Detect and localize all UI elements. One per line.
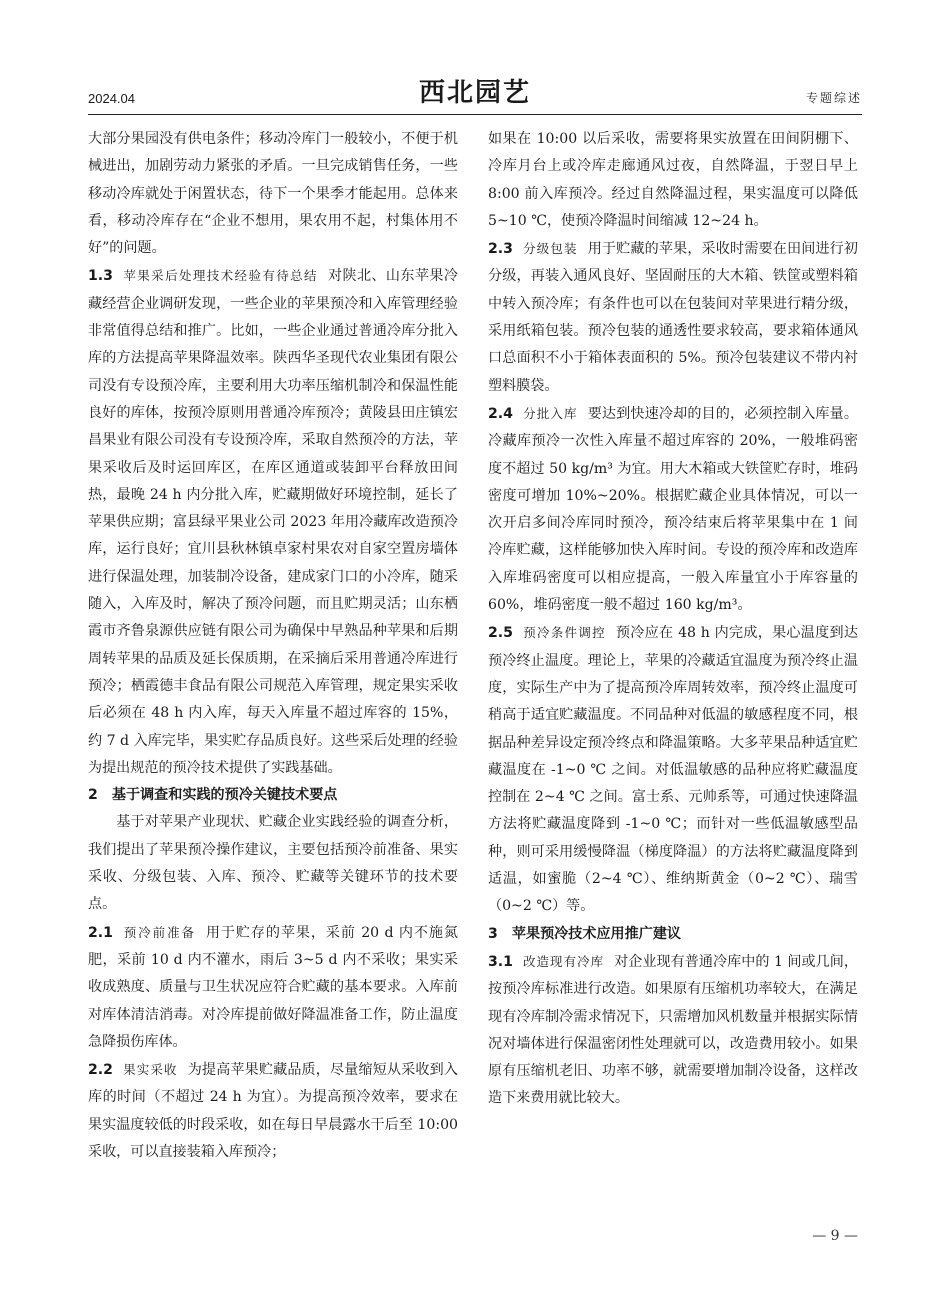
journal-title: 西北园艺 [418, 78, 532, 108]
subsection-number: 2.1 [88, 924, 113, 941]
subsection-3-1 [488, 948, 858, 1113]
paragraph-continued: 如果在 10:00 以后采收，需要将果实放置在田间阴棚下、冷库月台上或冷库走廊通风过夜，自然降温，于翌日早上 8:00 前入库预冷。经过自然降温过程，果实温度可以降低 5~10 ℃，使预冷降温时间缩减 12~24 h。 [488, 131, 858, 229]
page-header [88, 78, 862, 115]
subsection-text: 要达到快速冷却的目的，必须控制入库量。冷藏库预冷一次性入库量不超过库容的 20%，一般堆码密度不超过 50 kg/m³ 为宜。用大木箱或大铁筐贮存时，堆码密度可增加 10%~20%。根据贮藏企业具体情况，可以一次开启多间冷库同时预冷，预冷结束后将苹果集中在 1 间冷库贮藏，这样能够加快入库时间。专设的预冷库和改造库入库堆码密度可以相应提高，一般入库量宜小于库容量的 60%，堆码密度一般不超过 160 kg/m³。 [488, 405, 858, 614]
subsection-title: 分批入库 [522, 405, 578, 421]
page-number: — 9 — [812, 1228, 858, 1244]
left-column [88, 126, 458, 1166]
subsection-number: 2.2 [88, 1062, 113, 1079]
paragraph-continued: 大部分果园没有供电条件；移动冷库门一般较小，不便于机械进出，加剧劳动力紧张的矛盾。一旦完成销售任务，一些移动冷库就处于闲置状态，待下一个果季才能起用。总体来看，移动冷库存在“企业不想用，果农用不起，村集体用不好”的问题。 [88, 131, 458, 257]
subsection-text: 用于贮藏的苹果，采收时需要在田间进行初分级，再装入通风良好、坚固耐压的大木箱、铁筐或塑料箱中转入预冷库；有条件也可以在包装间对苹果进行精分级，采用纸箱包装。预冷包装的通透性要求较高，要求箱体通风口总面积不小于箱体表面积的 5%。预冷包装建议不带内衬塑料膜袋。 [488, 241, 858, 394]
right-column [488, 126, 858, 1113]
subsection-number: 2.3 [488, 241, 513, 258]
subsection-text: 用于贮存的苹果，采前 20 d 内不施氮肥，采前 10 d 内不灌水，雨后 3~5 d 内不采收；果实采收成熟度、质量与卫生状况应符合贮藏的基本要求。入库前对库体清洁消毒。对冷库提前做好降温准备工作，防止温度急降损伤库体。 [88, 924, 458, 1050]
subsection-title: 改造现有冷库 [522, 953, 605, 969]
subsection-title: 预冷前准备 [122, 924, 196, 940]
subsection-title: 苹果采后处理技术经验有待总结 [122, 268, 318, 284]
subsection-2-3 [488, 235, 858, 400]
subsection-text: 对企业现有普通冷库中的 1 间或几间，按预冷库标准进行改造。如果原有压缩机功率较大，在满足现有冷库制冷需求情况下，只需增加风机数量并根据实际情况对墙体进行保温密闭性处理就可以，改造费用较小。如果原有压缩机老旧、功率不够，就需要增加制冷设备，这样改造下来费用就比较大。 [488, 953, 858, 1107]
subsection-number: 1.3 [88, 268, 113, 285]
subsection-text: 为提高苹果贮藏品质，尽量缩短从采收到入库的时间（不超过 24 h 为宜）。为提高预冷效率，要求在果实温度较低的时段采收，如在每日早晨露水干后至 10:00 采收，可以直接装箱入库预冷； [88, 1062, 458, 1160]
subsection-text: 预冷应在 48 h 内完成，果心温度到达预冷终止温度。理论上，苹果的冷藏适宜温度为预冷终止温度，实际生产中为了提高预冷库周转效率，预冷终止温度可稍高于适宜贮藏温度。不同品种对低温的敏感程度不同，根据品种差异设定预冷终点和降温策略。大多苹果品种适宜贮藏温度在 -1~0 ℃ 之间。对低温敏感的品种应将贮藏温度控制在 2~4 ℃ 之间。富士系、元帅系等，可通过快速降温方法将贮藏温度降到 -1~0 ℃；而针对一些低温敏感型品种，则可采用缓慢降温（梯度降温）的方法将贮藏温度降到适温，如蜜脆（2~4 ℃）、维纳斯黄金（0~2 ℃）、瑞雪（0~2 ℃）等。 [488, 625, 858, 915]
subsection-title: 预冷条件调控 [522, 625, 606, 641]
subsection-number: 2.5 [488, 625, 513, 642]
section-3-heading: 3 苹果预冷技术应用推广建议 [488, 925, 682, 942]
subsection-text: 对陕北、山东苹果冷藏经营企业调研发现，一些企业的苹果预冷和入库管理经验非常值得总结和推广。比如，一些企业通过普通冷库分批入库的方法提高苹果降温效率。陕西华圣现代农业集团有限公司没有专设预冷库，主要利用大功率压缩机制冷和保温性能良好的库体，按预冷原则用普通冷库预冷；黄陵县田庄镇宏昌果业有限公司没有专设预冷库，采取自然预冷的方法，苹果采收后及时运回库区，在库区通道或装卸平台释放田间热，最晚 24 h 内分批入库，贮藏期做好环境控制，延长了苹果供应期；富县绿平果业公司 2023 年用冷藏库改造预冷库，运行良好；宜川县秋林镇卓家村果农对自家空置房墙体进行保温处理，加装制冷设备，建成家门口的小冷库，随采随入，入库及时，解决了预冷问题，而且贮期灵活；山东栖霞市齐鲁泉源供应链有限公司为确保中早熟品种苹果和后期周转苹果的品质及延长保质期，在采摘后采用普通冷库进行预冷；栖霞德丰食品有限公司规范入库管理，规定果实采收后必须在 48 h 内入库，每天入库量不超过库容的 15%，约 7 d 入库完毕，果实贮存品质良好。这些采后处理的经验为提出规范的预冷技术提供了实践基础。 [88, 268, 458, 776]
subsection-2-2 [88, 1056, 458, 1166]
subsection-title: 果实采收 [122, 1062, 178, 1078]
section-label: 专题综述 [805, 91, 862, 105]
subsection-2-1 [88, 919, 458, 1056]
section-2-heading: 2 基于调查和实践的预冷关键技术要点 [88, 787, 338, 804]
paragraph: 基于对苹果产业现状、贮藏企业实践经验的调查分析，我们提出了苹果预冷操作建议，主要包括预冷前准备、果实采收、分级包装、入库、预冷、贮藏等关键环节的技术要点。 [88, 814, 458, 913]
subsection-2-4 [488, 400, 858, 619]
issue-date: 2024.04 [88, 91, 135, 106]
subsection-2-5 [488, 619, 858, 920]
subsection-title: 分级包装 [522, 241, 578, 257]
subsection-number: 2.4 [488, 405, 513, 422]
subsection-1-3 [88, 262, 458, 782]
subsection-number: 3.1 [488, 953, 513, 970]
